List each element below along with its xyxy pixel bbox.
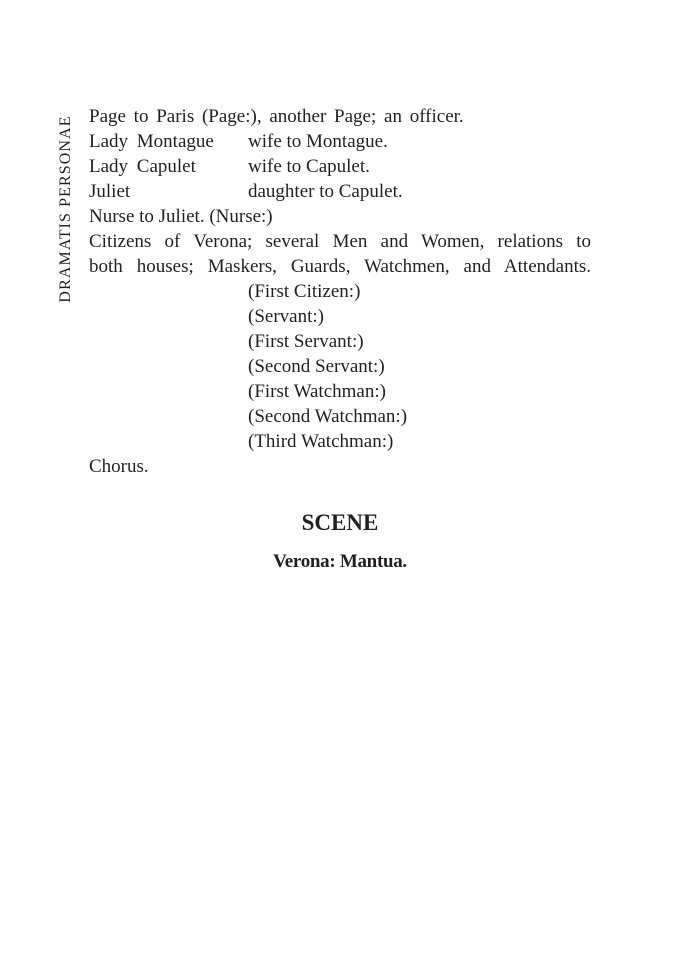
scene-place: Verona: Mantua. bbox=[273, 551, 407, 572]
scene-heading: SCENE bbox=[301, 510, 379, 535]
chorus-line: Chorus. bbox=[89, 456, 149, 477]
character-description: wife to Montague. bbox=[248, 131, 388, 152]
speaker-third-watchman: (Third Watchman:) bbox=[248, 431, 394, 452]
speaker-first-watchman: (First Watchman:) bbox=[248, 381, 386, 402]
character-row-lady-capulet bbox=[89, 154, 591, 179]
character-name: Lady Montague bbox=[89, 131, 214, 152]
citizens-line-2: both houses; Maskers, Guards, Watchmen, and Attendants. bbox=[89, 256, 591, 277]
character-description: wife to Capulet. bbox=[248, 156, 370, 177]
speaker-servant: (Servant:) bbox=[248, 306, 324, 327]
character-name: Lady Capulet bbox=[89, 156, 196, 177]
dramatis-personae-side-title: DRAMATIS PERSONAE bbox=[57, 115, 74, 303]
character-name: Juliet bbox=[89, 181, 131, 202]
character-description: daughter to Capulet. bbox=[248, 181, 403, 202]
speaker-first-citizen: (First Citizen:) bbox=[248, 281, 361, 302]
character-list bbox=[89, 104, 591, 479]
speaker-second-watchman: (Second Watchman:) bbox=[248, 406, 408, 427]
nurse-line: Nurse to Juliet. (Nurse:) bbox=[89, 206, 273, 227]
citizens-line-1: Citizens of Verona; several Men and Women, relations to bbox=[89, 231, 591, 252]
speaker-second-servant: (Second Servant:) bbox=[248, 356, 385, 377]
character-row-juliet bbox=[89, 179, 591, 204]
speaker-first-servant: (First Servant:) bbox=[248, 331, 364, 352]
page-line: Page to Paris (Page:), another Page; an officer. bbox=[89, 106, 464, 127]
character-row-lady-montague bbox=[89, 129, 591, 154]
